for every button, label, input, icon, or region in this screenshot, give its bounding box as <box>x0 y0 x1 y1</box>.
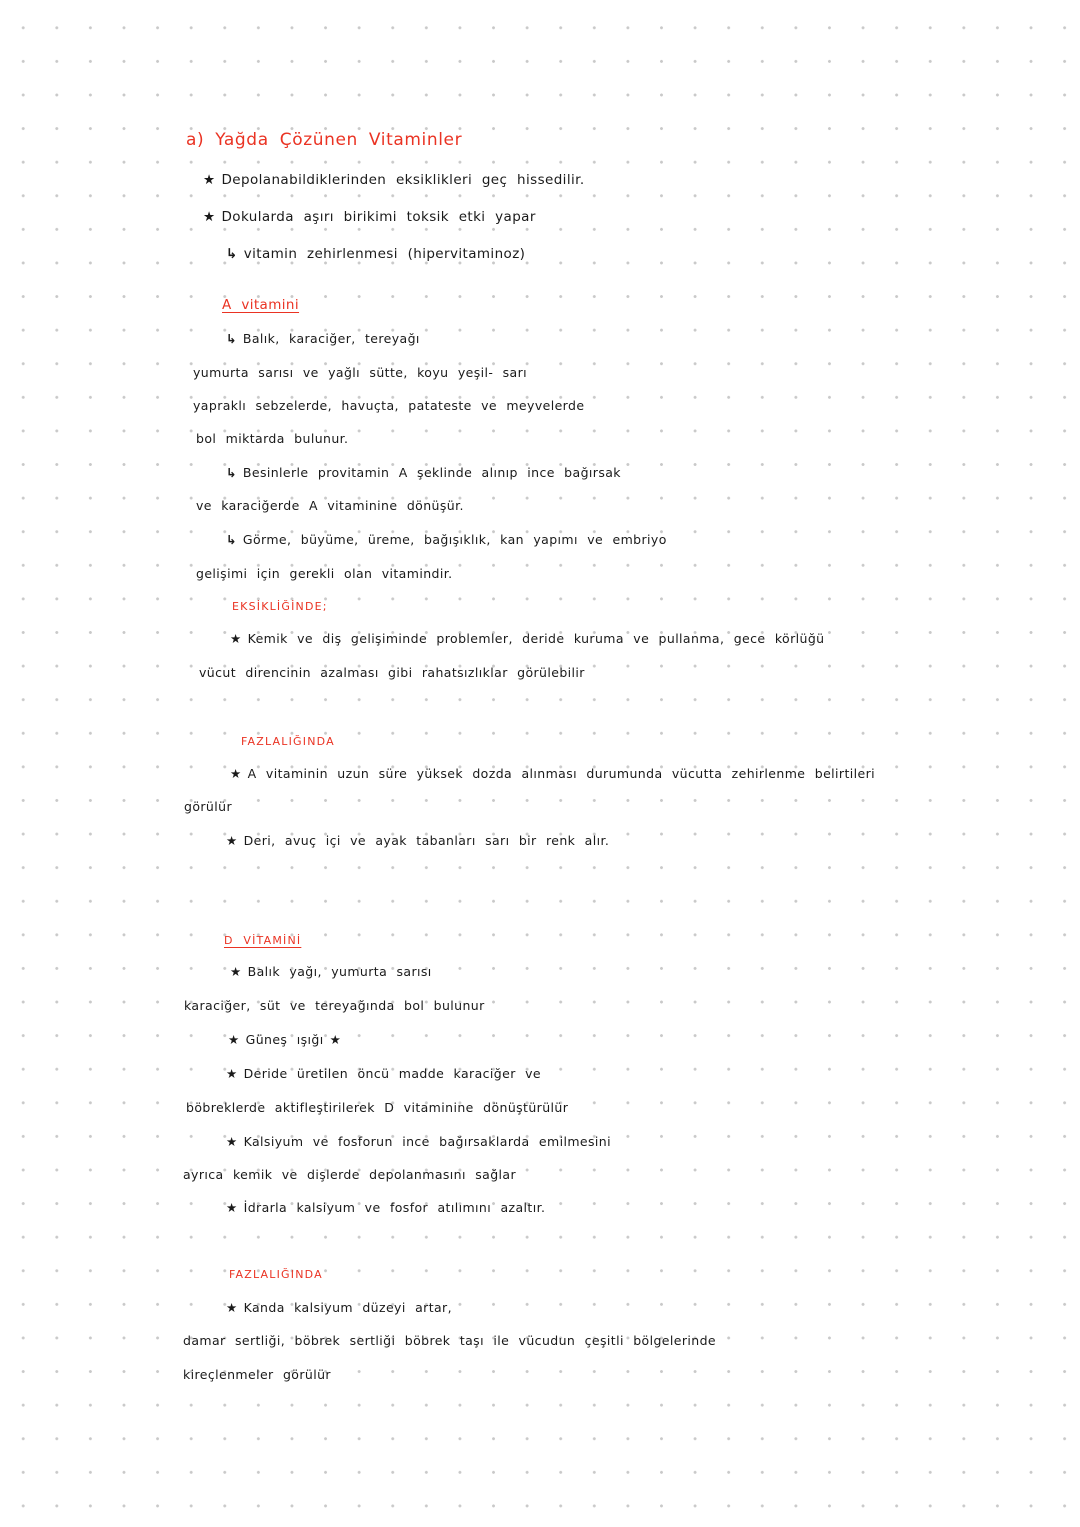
star-icon: ★ <box>230 766 242 781</box>
vitamin-a-sources-line-2: yumurta sarısı ve yağlı sütte, koyu yeşil- sarı <box>193 365 528 380</box>
intro-bullet-2-text: Dokularda aşırı birikimi toksik etki yapar <box>221 209 536 225</box>
vitamin-a-function-arrow <box>226 531 667 549</box>
vitamin-a-excess-bullet-1 <box>230 765 875 783</box>
vitamin-a-provitamin-text: Besinlerle provitamin A şeklinde alınıp ince bağırsak <box>242 465 621 480</box>
star-icon: ★ <box>226 833 238 848</box>
vitamin-a-sources-line-4: bol miktarda bulunur. <box>196 431 349 446</box>
arrow-icon: ↳ <box>226 246 238 262</box>
vitamin-d-sun-text: Güneş ışığı <box>245 1032 324 1047</box>
vitamin-a-heading: A vitamini <box>222 297 300 313</box>
vitamin-d-skin-bullet <box>226 1065 541 1083</box>
vitamin-d-excess-text: Kanda kalsiyum düzeyi artar, <box>243 1300 452 1315</box>
vitamin-a-deficiency-heading: EKSİKLİĞİNDE; <box>232 600 328 613</box>
vitamin-a-excess-text-1: A vitaminin uzun süre yüksek dozda alınması durumunda vücutta zehirlenme belirtileri <box>247 766 876 781</box>
vitamin-d-sources-bullet <box>230 963 432 981</box>
vitamin-a-sources-text: Balık, karaciğer, tereyağı <box>242 331 420 346</box>
star-icon: ★ <box>230 631 242 646</box>
vitamin-a-deficiency-text: Kemik ve diş gelişiminde problemler, deride kuruma ve pullanma, gece körlüğü <box>247 631 825 646</box>
page-title: a) Yağda Çözünen Vitaminler <box>186 130 463 150</box>
vitamin-a-sources-line-3: yapraklı sebzelerde, havuçta, patateste ve meyvelerde <box>193 398 585 413</box>
vitamin-a-function-line-2: gelişimi için gerekli olan vitamindir. <box>196 566 453 581</box>
star-icon: ★ <box>226 1300 238 1315</box>
vitamin-d-sources-line-2: karaciğer, süt ve tereyağında bol bulunur <box>184 998 485 1013</box>
vitamin-d-excess-line-3: kireçlenmeler görülür <box>183 1367 331 1382</box>
star-icon: ★ <box>226 1134 238 1149</box>
star-icon: ★ <box>329 1032 342 1047</box>
vitamin-a-function-text: Görme, büyüme, üreme, bağışıklık, kan yapımı ve embriyo <box>242 532 667 547</box>
star-icon: ★ <box>228 1032 240 1047</box>
intro-arrow-1-text: vitamin zehirlenmesi (hipervitaminoz) <box>243 246 526 262</box>
vitamin-d-calcium-text: Kalsiyum ve fosforun ince bağırsaklarda emilmesini <box>243 1134 611 1149</box>
star-icon: ★ <box>226 1200 238 1215</box>
vitamin-d-excess-line-2: damar sertliği, böbrek sertliği böbrek taşı ile vücudun çeşitli bölgelerinde <box>183 1333 716 1348</box>
intro-bullet-1-text: Depolanabildiklerinden eksiklikleri geç hissedilir. <box>221 172 585 188</box>
vitamin-a-excess-line-2: görülür <box>184 799 232 814</box>
vitamin-d-skin-line-2: böbreklerde aktifleştirilerek D vitaminine dönüştürülür <box>186 1100 569 1115</box>
vitamin-d-excess-heading: FAZLALIĞINDA <box>229 1268 323 1281</box>
vitamin-d-sun-bullet <box>228 1031 347 1049</box>
vitamin-d-excess-bullet <box>226 1299 452 1317</box>
arrow-icon: ↳ <box>226 532 237 547</box>
vitamin-a-deficiency-bullet <box>230 630 825 648</box>
star-icon: ★ <box>226 1066 238 1081</box>
star-icon: ★ <box>230 964 242 979</box>
vitamin-a-excess-text-2: Deri, avuç içi ve ayak tabanları sarı bir renk alır. <box>243 833 610 848</box>
vitamin-d-calcium-bullet <box>226 1133 611 1151</box>
vitamin-a-deficiency-line-2: vücut direncinin azalması gibi rahatsızlıklar görülebilir <box>199 665 585 680</box>
star-icon: ★ <box>203 172 216 188</box>
vitamin-d-calcium-line-2: ayrıca kemik ve dişlerde depolanmasını sağlar <box>183 1167 517 1182</box>
vitamin-d-skin-text: Deride üretilen öncü madde karaciğer ve <box>243 1066 542 1081</box>
vitamin-a-sources-arrow <box>226 330 420 348</box>
vitamin-a-excess-heading: FAZLALIĞINDA <box>241 735 335 748</box>
star-icon: ★ <box>203 209 216 225</box>
vitamin-d-sources-text: Balık yağı, yumurta sarısı <box>247 964 432 979</box>
vitamin-a-excess-bullet-2 <box>226 832 609 850</box>
vitamin-a-provitamin-arrow <box>226 464 621 482</box>
intro-arrow-1 <box>226 245 525 263</box>
vitamin-d-urine-bullet <box>226 1199 545 1217</box>
vitamin-a-provitamin-line-2: ve karaciğerde A vitaminine dönüşür. <box>196 498 464 513</box>
vitamin-d-heading: D VİTAMİNİ <box>224 934 302 947</box>
arrow-icon: ↳ <box>226 465 237 480</box>
vitamin-d-urine-text: İdrarla kalsiyum ve fosfor atılımını azaltır. <box>243 1200 546 1215</box>
intro-bullet-2 <box>203 208 536 226</box>
intro-bullet-1 <box>203 171 585 189</box>
arrow-icon: ↳ <box>226 331 237 346</box>
